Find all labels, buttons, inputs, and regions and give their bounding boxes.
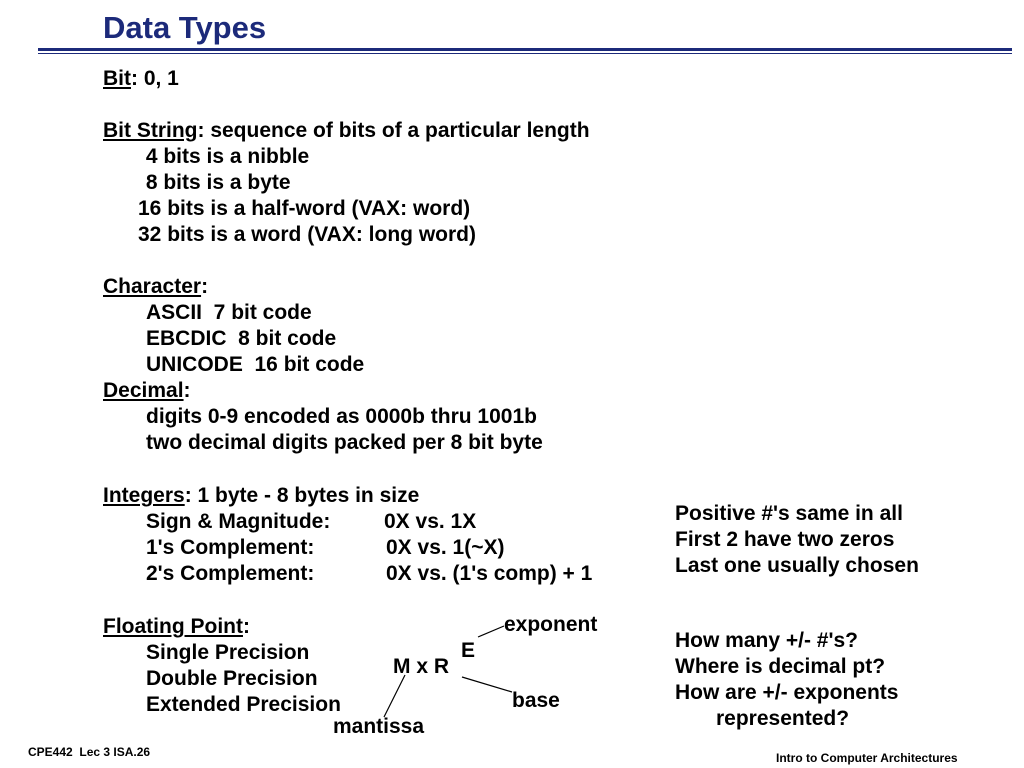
bitstring-item: 32 bits is a word (VAX: long word) [138,223,476,246]
floating-colon: : [242,615,250,638]
character-item: UNICODE 16 bit code [146,353,365,376]
integer-rep-value: 0X vs. 1X [384,510,477,533]
base-pointer-line [462,677,512,692]
bitstring-item: 8 bits is a byte [140,171,291,194]
integer-rep-label: Sign & Magnitude: [146,510,331,533]
label-exponent: exponent [504,613,598,636]
float-note: How many +/- #'s? [675,629,858,652]
float-note: Where is decimal pt? [675,655,886,678]
character-item: EBCDIC 8 bit code [146,327,337,350]
character-colon: : [201,275,209,298]
float-precision-item: Double Precision [146,667,318,690]
integers-def: : 1 byte - 8 bytes in size [184,484,420,507]
bit-def: : 0, 1 [131,67,179,90]
integers-term: Integers [103,484,185,507]
integer-rep-label: 1's Complement: [146,536,315,559]
decimal-colon: : [183,379,191,402]
bitstring-item: 4 bits is a nibble [140,145,310,168]
floating-term: Floating Point [103,615,243,638]
float-note: How are +/- exponents [675,681,899,704]
float-precision-item: Single Precision [146,641,310,664]
character-item: ASCII 7 bit code [146,301,312,324]
bitstring-term: Bit String [103,119,198,142]
label-mantissa: mantissa [333,715,425,738]
footer-course: CPE442 Lec 3 ISA.26 [28,745,151,759]
slide-title: Data Types [103,10,267,45]
integer-note: First 2 have two zeros [675,528,895,551]
decimal-item: digits 0-9 encoded as 0000b thru 1001b [146,405,537,428]
integer-rep-value: 0X vs. 1(~X) [386,536,505,559]
bitstring-def: : sequence of bits of a particular length [197,119,590,142]
float-precision-item: Extended Precision [146,693,341,716]
integer-note: Last one usually chosen [675,554,919,577]
float-note: represented? [716,707,850,730]
bitstring-item: 16 bits is a half-word (VAX: word) [138,197,471,220]
decimal-term: Decimal [103,379,184,402]
formula-exponent: E [461,639,476,662]
formula-mantissa-radix: M x R [393,655,450,678]
integer-rep-value: 0X vs. (1's comp) + 1 [386,562,593,585]
mantissa-pointer-line [384,675,405,717]
label-base: base [512,689,560,712]
character-term: Character [103,275,202,298]
bit-term: Bit [103,67,131,90]
decimal-item: two decimal digits packed per 8 bit byte [146,431,543,454]
integer-rep-label: 2's Complement: [146,562,315,585]
footer-title: Intro to Computer Architectures [776,751,958,765]
integer-note: Positive #'s same in all [675,502,903,525]
exponent-pointer-line [478,626,504,637]
